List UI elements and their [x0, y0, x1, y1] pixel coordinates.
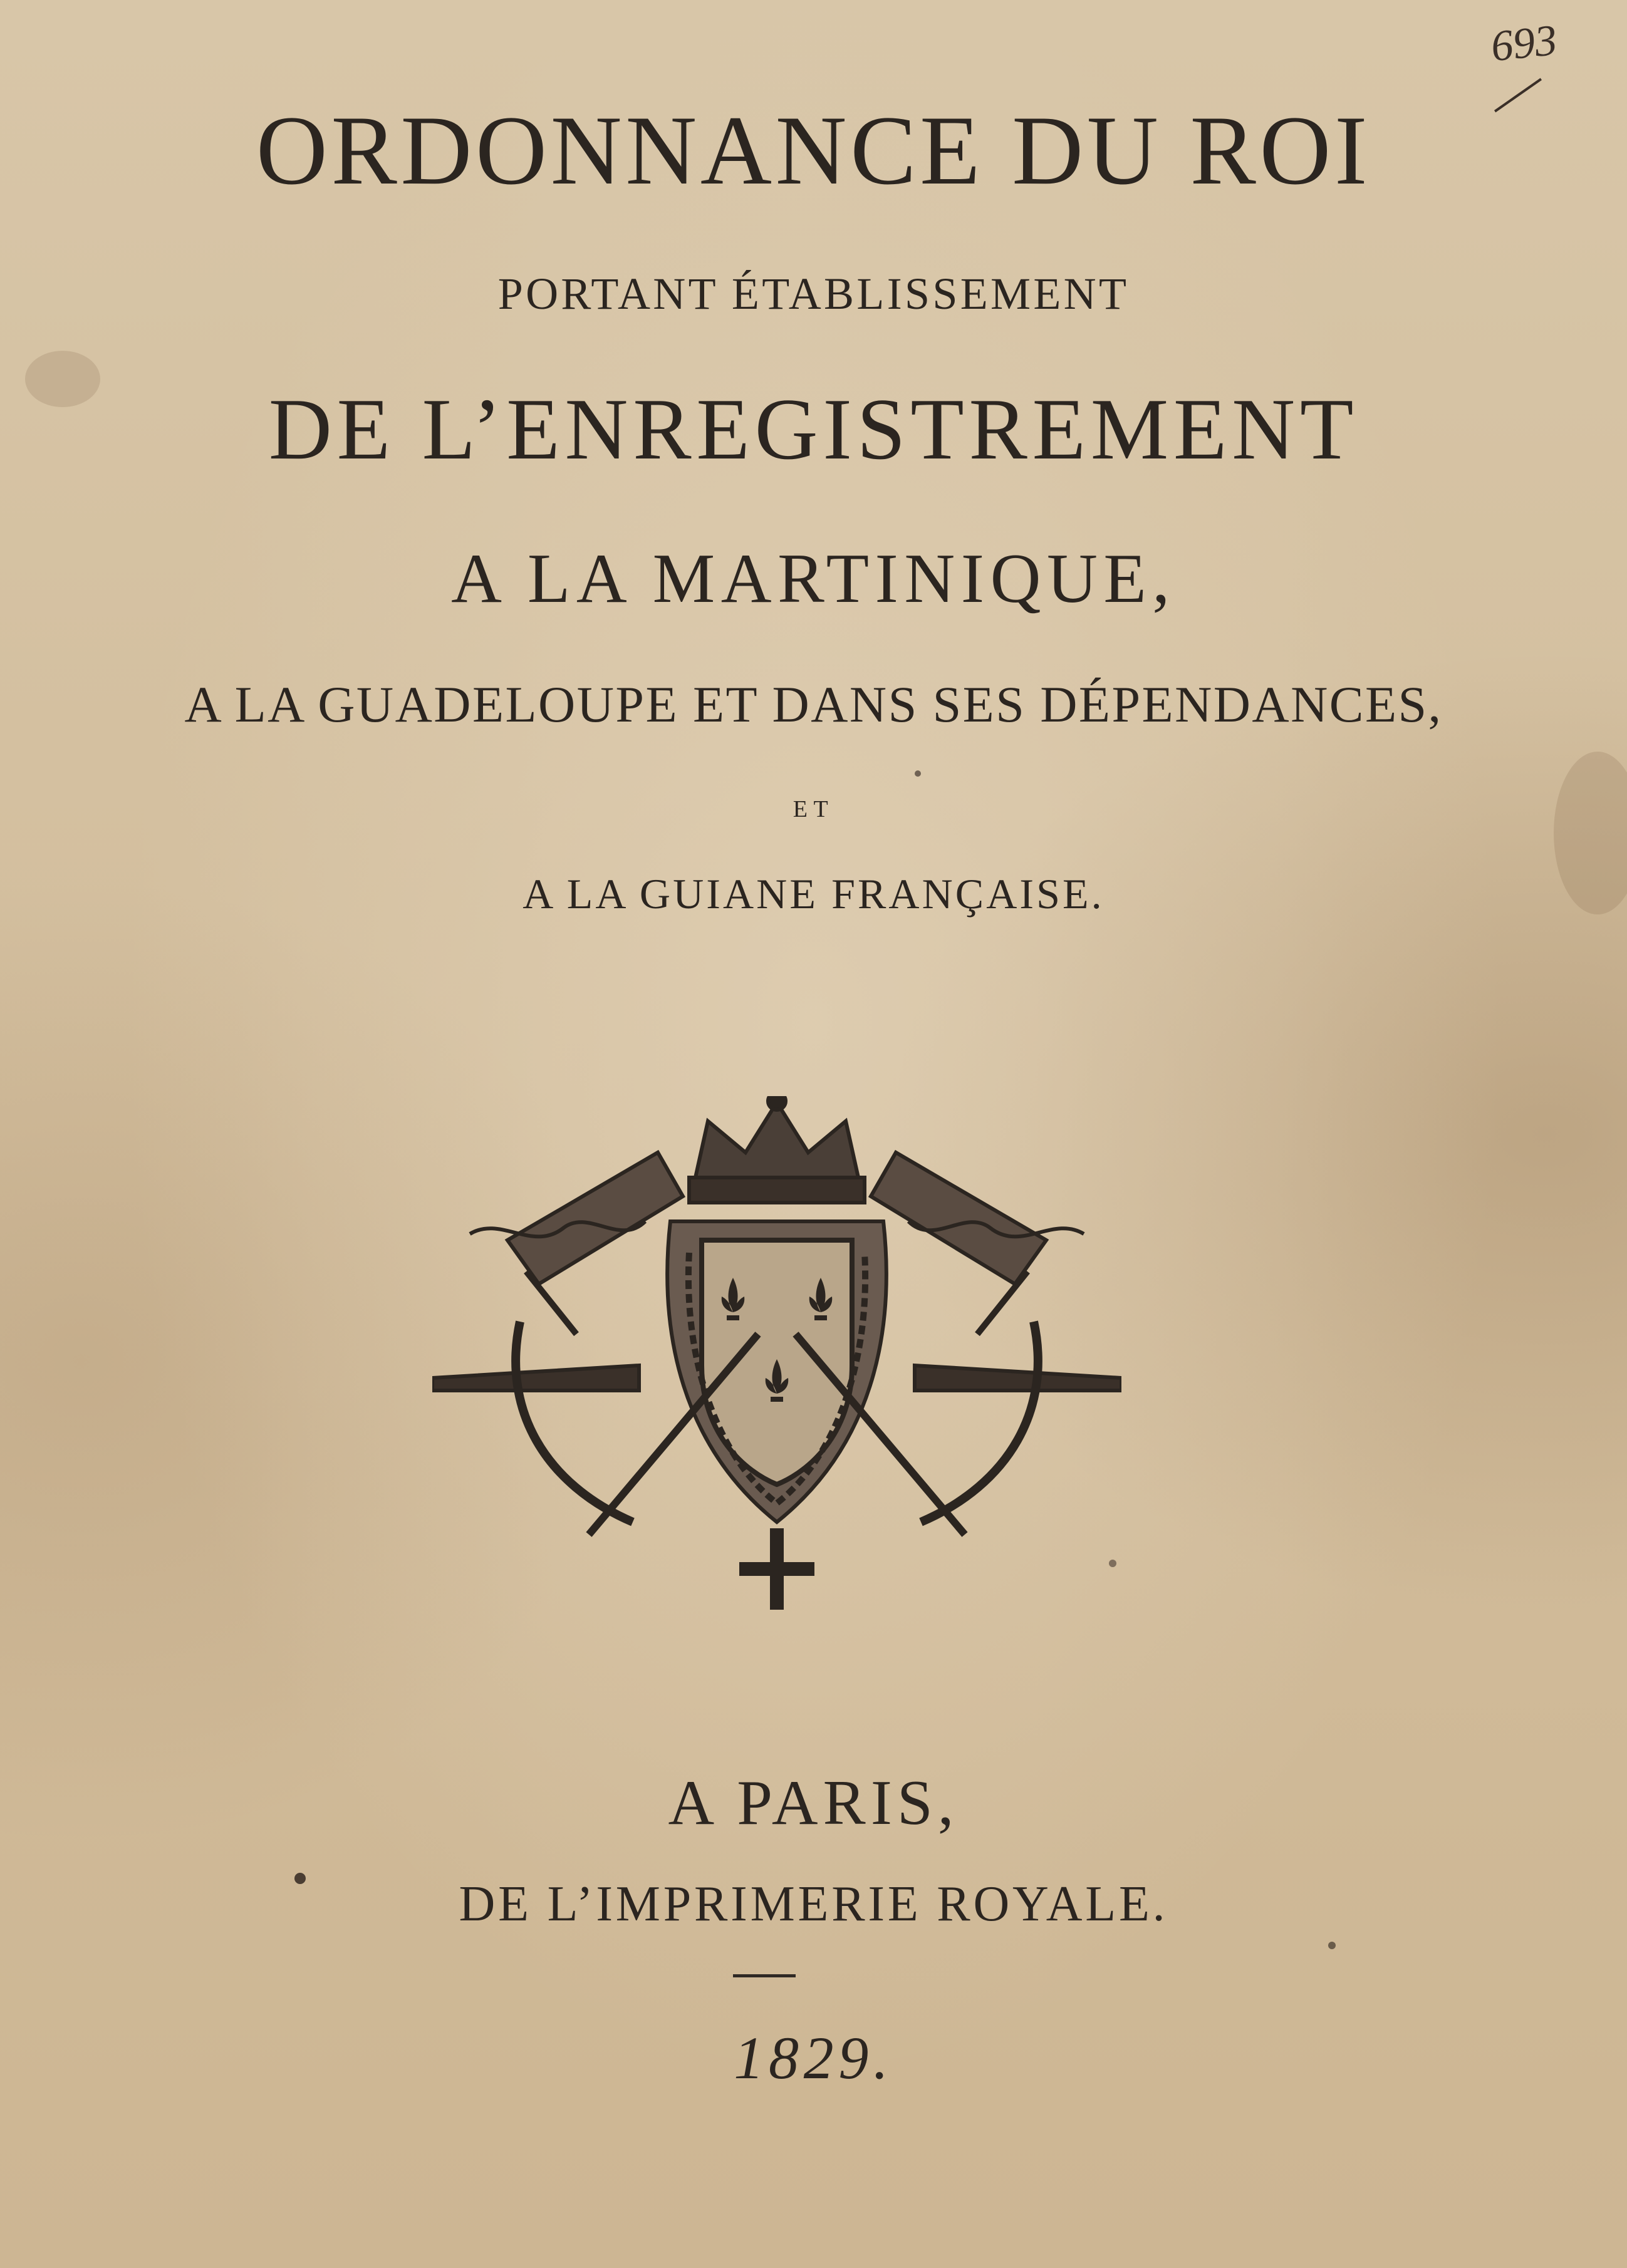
conjunction-line: ET [793, 796, 834, 822]
imprint-year: 1829. [734, 2024, 893, 2091]
subtitle-line: A LA MARTINIQUE, [451, 540, 1176, 618]
ink-speck [915, 770, 921, 777]
divider [733, 1974, 796, 1977]
subtitle-line: A LA GUIANE FRANÇAISE. [522, 870, 1105, 918]
page-title: ORDONNANCE DU ROI [256, 96, 1371, 205]
handwritten-page-number: 693 [1489, 16, 1559, 71]
ink-speck [1328, 1942, 1336, 1949]
royal-coat-of-arms-icon [432, 1096, 1121, 1635]
subtitle-line: PORTANT ÉTABLISSEMENT [497, 269, 1130, 319]
subtitle-line: DE L’ENREGISTREMENT [268, 381, 1359, 478]
subtitle-line: A LA GUADELOUPE ET DANS SES DÉPENDANCES, [184, 676, 1443, 733]
imprint-printer: DE L’IMPRIMERIE ROYALE. [459, 1877, 1168, 1932]
imprint-place: A PARIS, [668, 1768, 959, 1838]
